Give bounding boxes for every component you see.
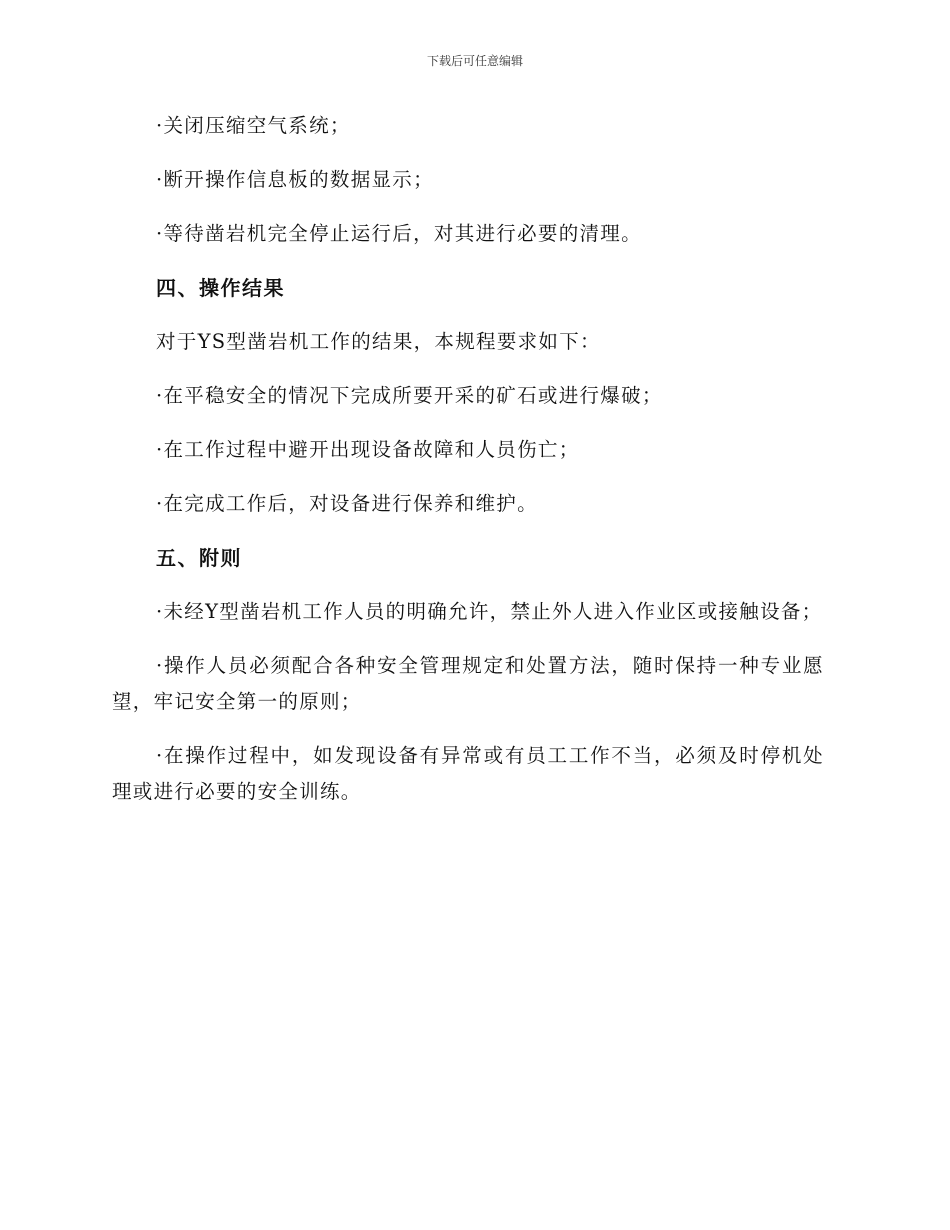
- results-item-safe-mining: ·在平稳安全的情况下完成所要开采的矿石或进行爆破；: [156, 384, 663, 407]
- supplementary-item-regulations: ·操作人员必须配合各种安全管理规定和处置方法，随时保持一种专业愿望，牢记安全第一的原则；: [112, 654, 824, 713]
- supplementary-item-stop-machine: ·在操作过程中，如发现设备有异常或有员工工作不当，必须及时停机处理或进行必要的安全训练。: [112, 744, 824, 803]
- document-body: [112, 108, 824, 828]
- shutdown-item-cleaning: ·等待凿岩机完全停止运行后，对其进行必要的清理。: [156, 222, 642, 245]
- supplementary-item-access: ·未经Y型凿岩机工作人员的明确允许，禁止外人进入作业区或接触设备；: [156, 600, 823, 623]
- results-item-avoid-failure: ·在工作过程中避开出现设备故障和人员伤亡；: [156, 438, 580, 461]
- results-item-maintenance: ·在完成工作后，对设备进行保养和维护。: [156, 492, 538, 515]
- results-intro: 对于YS型凿岩机工作的结果，本规程要求如下：: [156, 330, 601, 353]
- section-heading-supplementary: 五、附则: [156, 546, 242, 570]
- shutdown-item-compressed-air: ·关闭压缩空气系统；: [156, 114, 351, 137]
- shutdown-item-info-panel: ·断开操作信息板的数据显示；: [156, 168, 434, 191]
- page-header: 下载后可任意编辑: [426, 54, 523, 68]
- section-heading-results: 四、操作结果: [156, 276, 285, 300]
